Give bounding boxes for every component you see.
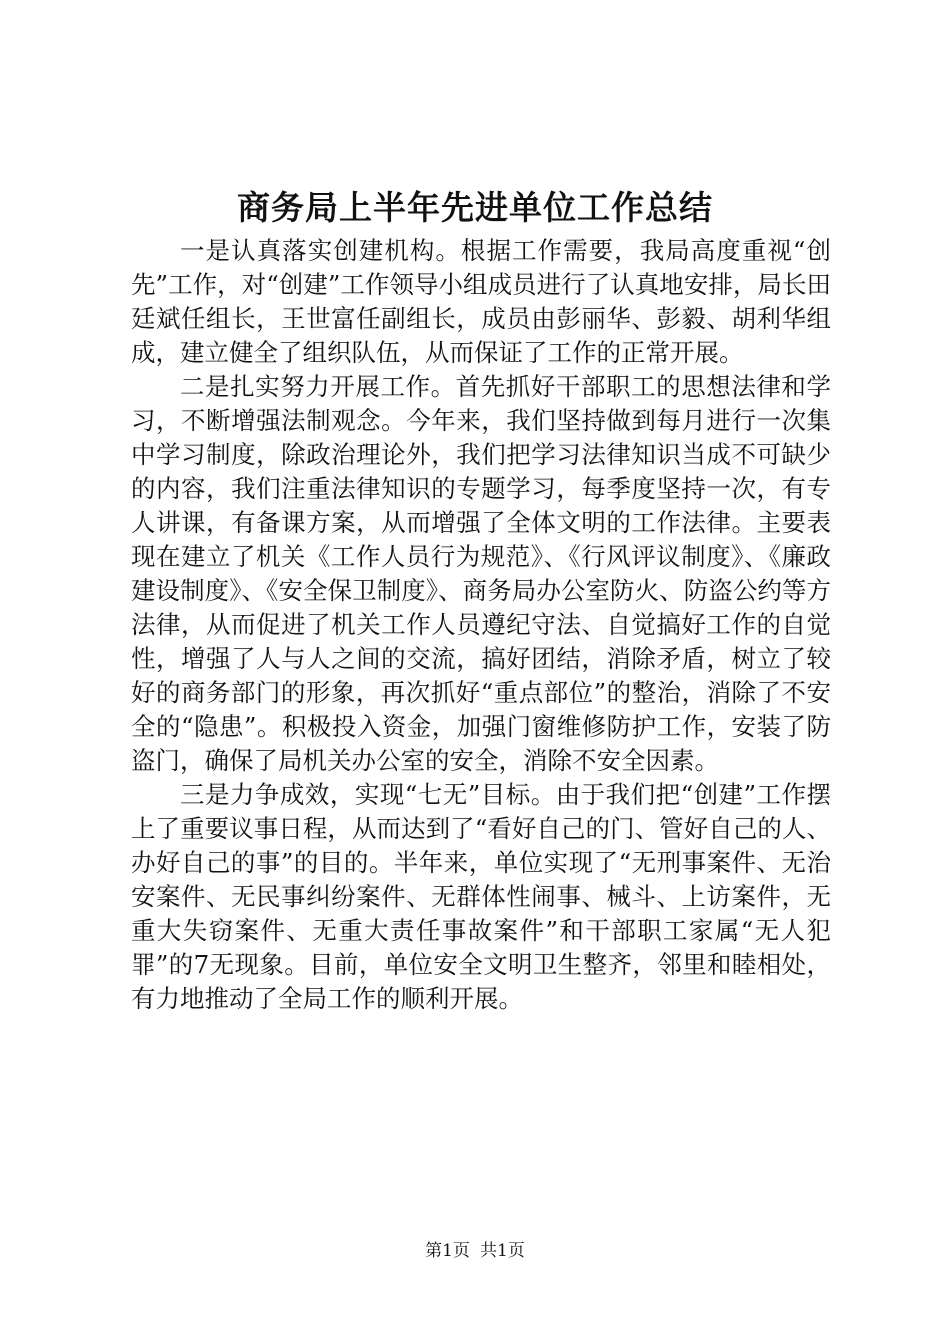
page-total: 共1页 [480, 1241, 525, 1261]
paragraph-1: 一是认真落实创建机构。根据工作需要，我局高度重视“创先”工作，对“创建”工作领导小组成员进行了认真地安排，局长田廷斌任组长，王世富任副组长，成员由彭丽华、彭毅、胡利华组成，建立健全了组织队伍，从而保证了工作的正常开展。 [131, 236, 831, 367]
document-title: 商务局上半年先进单位工作总结 [237, 188, 713, 227]
document-body [131, 234, 831, 1016]
page-number: 第1页 [425, 1241, 470, 1261]
paragraph-2: 二是扎实努力开展工作。首先抓好干部职工的思想法律和学习，不断增强法制观念。今年来，我们坚持做到每月进行一次集中学习制度，除政治理论外，我们把学习法律知识当成不可缺少的内容，我们注重法律知识的专题学习，每季度坚持一次，有专人讲课，有备课方案，从而增强了全体文明的工作法律。主要表现在建立了机关《工作人员行为规范》、《行风评议制度》、《廉政建设制度》、《安全保卫制度》、商务局办公室防火、防盗公约等方法律，从而促进了机关工作人员遵纪守法、自觉搞好工作的自觉性，增强了人与人之间的交流，搞好团结，消除矛盾，树立了较好的商务部门的形象，再次抓好“重点部位”的整治，消除了不安全的“隐患”。积极投入资金，加强门窗维修防护工作，安装了防盗门，确保了局机关办公室的安全，消除不安全因素。 [131, 372, 831, 775]
paragraph-3: 三是力争成效，实现“七无”目标。由于我们把“创建”工作摆上了重要议事日程，从而达到了“看好自己的门、管好自己的人、办好自己的事”的目的。半年来，单位实现了“无刑事案件、无治安案件、无民事纠纷案件、无群体性闹事、械斗、上访案件，无重大失窃案件、无重大责任事故案件”和干部职工家属“无人犯罪”的7无现象。目前，单位安全文明卫生整齐，邻里和睦相处，有力地推动了全局工作的顺利开展。 [131, 780, 831, 1013]
page-footer [0, 1239, 950, 1263]
